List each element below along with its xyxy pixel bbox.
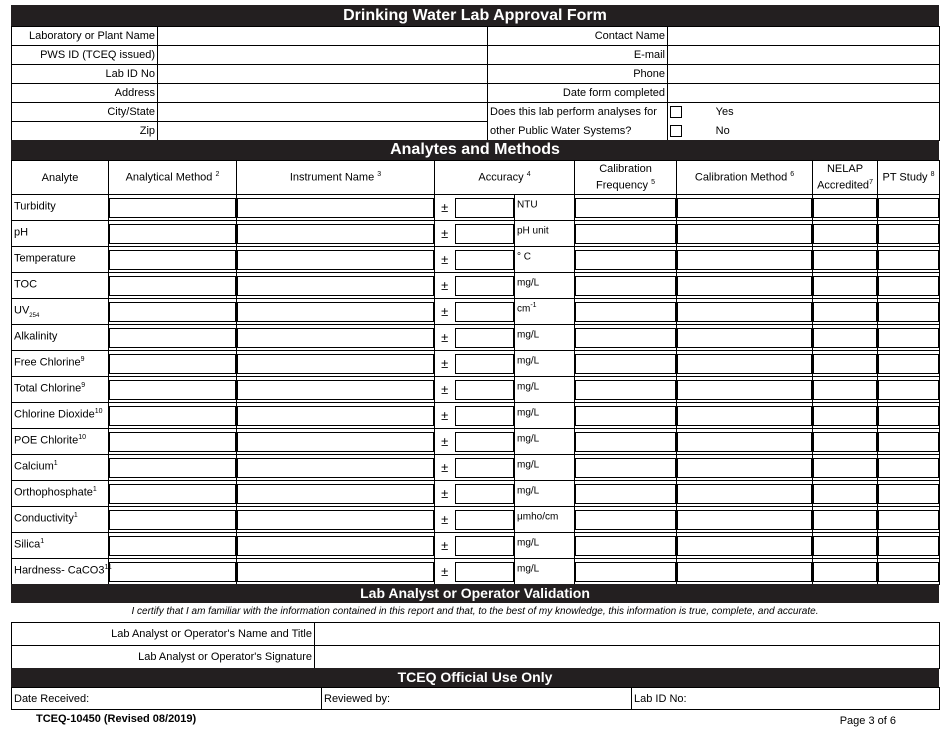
nelap-accredited-field[interactable] [813,351,878,377]
calibration-frequency-field[interactable] [575,559,677,585]
nelap-accredited-field[interactable] [813,273,878,299]
calibration-method-field[interactable] [677,559,813,585]
calibration-method-field[interactable] [677,273,813,299]
analyte-row [12,247,940,273]
instrument-name-field[interactable] [237,429,435,455]
col-nelap-accredited: NELAP Accredited$^7$ [813,161,878,195]
analytical-method-field[interactable] [109,481,237,507]
analytes-section-title: Analytes and Methods [11,140,939,160]
lab-info-row [12,122,940,141]
instrument-name-field[interactable] [237,403,435,429]
pt-study-field[interactable] [878,221,940,247]
plus-minus-symbol: ± [435,247,455,273]
analyte-name: Free Chlorine$^9$ [12,351,109,377]
analytical-method-field[interactable] [109,507,237,533]
lab-info-field[interactable] [158,27,488,46]
analyte-row [12,533,940,559]
calibration-method-field[interactable] [677,351,813,377]
calibration-frequency-field[interactable] [575,195,677,221]
analyte-name: pH [12,221,109,247]
contact-info-field[interactable] [668,84,940,103]
analytical-method-field[interactable] [109,247,237,273]
form-title: Drinking Water Lab Approval Form [11,5,939,26]
analyte-row [12,481,940,507]
accuracy-value-field[interactable] [455,455,515,481]
plus-minus-symbol: ± [435,455,455,481]
calibration-frequency-field[interactable] [575,325,677,351]
analyte-name: $UV_{254}$ [12,299,109,325]
plus-minus-symbol: ± [435,559,455,585]
instrument-name-field[interactable] [237,559,435,585]
analyte-row [12,429,940,455]
calibration-method-field[interactable] [677,325,813,351]
analyte-name: Alkalinity [12,325,109,351]
official-lab-id-field[interactable]: Lab ID No: [632,688,940,710]
analyte-row [12,325,940,351]
analytical-method-field[interactable] [109,403,237,429]
accuracy-value-field[interactable] [455,481,515,507]
nelap-accredited-field[interactable] [813,325,878,351]
accuracy-unit: mg/L [515,455,575,481]
contact-info-label: E-mail [488,46,668,65]
accuracy-value-field[interactable] [455,507,515,533]
plus-minus-symbol: ± [435,195,455,221]
other-pws-question: Does this lab perform analyses for [488,103,668,122]
lab-info-label: Address [12,84,158,103]
calibration-method-field[interactable] [677,481,813,507]
pt-study-field[interactable] [878,299,940,325]
analyst-name-label: Lab Analyst or Operator's Name and Title [12,623,315,646]
contact-info-field[interactable] [668,65,940,84]
analytical-method-field[interactable] [109,325,237,351]
pt-study-field[interactable] [878,507,940,533]
col-pt-study: PT Study $^8$ [878,161,940,195]
analytical-method-field[interactable] [109,351,237,377]
analytical-method-field[interactable] [109,377,237,403]
analyte-name: POE Chlorite$^{10}$ [12,429,109,455]
accuracy-unit: mg/L [515,273,575,299]
analyte-row [12,559,940,585]
analyte-name: TOC [12,273,109,299]
nelap-accredited-field[interactable] [813,195,878,221]
calibration-frequency-field[interactable] [575,455,677,481]
accuracy-value-field[interactable] [455,403,515,429]
instrument-name-field[interactable] [237,533,435,559]
lab-info-label: Zip [12,122,158,141]
plus-minus-symbol: ± [435,377,455,403]
plus-minus-symbol: ± [435,273,455,299]
analyte-name: Chlorine Dioxide$^{10}$ [12,403,109,429]
col-calibration-method: Calibration Method $^6$ [677,161,813,195]
lab-info-row [12,46,940,65]
analyst-name-field[interactable] [315,623,940,646]
calibration-frequency-field[interactable] [575,533,677,559]
analytical-method-field[interactable] [109,221,237,247]
lab-info-label: Lab ID No [12,65,158,84]
accuracy-value-field[interactable] [455,273,515,299]
reviewed-by-field[interactable]: Reviewed by: [322,688,632,710]
analytical-method-field[interactable] [109,559,237,585]
analytical-method-field[interactable] [109,455,237,481]
accuracy-unit: μmho/cm [515,507,575,533]
analytical-method-field[interactable] [109,273,237,299]
contact-info-label: Phone [488,65,668,84]
analyte-name: Hardness- $CaCO3^{11}$ [12,559,109,585]
analyte-name: Orthophosphate$^1$ [12,481,109,507]
plus-minus-symbol: ± [435,533,455,559]
col-instrument-name: Instrument Name $^3$ [237,161,435,195]
accuracy-value-field[interactable] [455,533,515,559]
analytical-method-field[interactable] [109,533,237,559]
certify-statement: I certify that I am familiar with the information contained in this report and that, to the best of my knowledge, this information is true, complete, and accurate. [131,606,819,617]
contact-info-field[interactable] [668,27,940,46]
calibration-method-field[interactable] [677,533,813,559]
pt-study-field[interactable] [878,455,940,481]
plus-minus-symbol: ± [435,325,455,351]
lab-info-row [12,65,940,84]
accuracy-unit: pH unit [515,221,575,247]
lab-info-field[interactable] [158,122,488,141]
calibration-frequency-field[interactable] [575,273,677,299]
pt-study-field[interactable] [878,247,940,273]
calibration-frequency-field[interactable] [575,351,677,377]
analyte-name: Silica$^1$ [12,533,109,559]
instrument-name-field[interactable] [237,377,435,403]
accuracy-unit: $cm^{-1}$ [515,299,575,325]
instrument-name-field[interactable] [237,351,435,377]
analyte-name: Calcium$^1$ [12,455,109,481]
accuracy-value-field[interactable] [455,221,515,247]
accuracy-value-field[interactable] [455,377,515,403]
lab-info-field[interactable] [158,46,488,65]
analyte-row [12,507,940,533]
contact-info-field[interactable] [668,46,940,65]
accuracy-unit: mg/L [515,429,575,455]
accuracy-value-field[interactable] [455,299,515,325]
plus-minus-symbol: ± [435,403,455,429]
analyte-row [12,455,940,481]
analyst-signature-label: Lab Analyst or Operator's Signature [12,646,315,669]
calibration-frequency-field[interactable] [575,221,677,247]
nelap-accredited-field[interactable] [813,299,878,325]
analytical-method-field[interactable] [109,299,237,325]
calibration-frequency-field[interactable] [575,247,677,273]
accuracy-value-field[interactable] [455,195,515,221]
pt-study-field[interactable] [878,195,940,221]
nelap-accredited-field[interactable] [813,507,878,533]
analyte-row [12,351,940,377]
pt-study-field[interactable] [878,429,940,455]
calibration-method-field[interactable] [677,195,813,221]
lab-info-field[interactable] [158,84,488,103]
accuracy-unit: mg/L [515,533,575,559]
validation-table [11,622,940,669]
instrument-name-field[interactable] [237,299,435,325]
instrument-name-field[interactable] [237,247,435,273]
analyte-row [12,221,940,247]
plus-minus-symbol: ± [435,429,455,455]
lab-info-field[interactable] [158,65,488,84]
analyte-row [12,299,940,325]
no-checkbox[interactable] [670,125,682,137]
calibration-method-field[interactable] [677,247,813,273]
nelap-accredited-field[interactable] [813,403,878,429]
analytical-method-field[interactable] [109,429,237,455]
calibration-method-field[interactable] [677,403,813,429]
lab-info-label: Laboratory or Plant Name [12,27,158,46]
lab-info-field[interactable] [158,103,488,122]
accuracy-value-field[interactable] [455,559,515,585]
calibration-frequency-field[interactable] [575,299,677,325]
pt-study-field[interactable] [878,377,940,403]
lab-info-label: PWS ID (TCEQ issued) [12,46,158,65]
no-option[interactable]: No [668,122,940,141]
instrument-name-field[interactable] [237,273,435,299]
analyte-row [12,273,940,299]
other-pws-question-cont: other Public Water Systems? [488,122,668,141]
col-analytical-method: Analytical Method $^2$ [109,161,237,195]
plus-minus-symbol: ± [435,507,455,533]
validation-title: Lab Analyst or Operator Validation [11,584,939,603]
yes-checkbox[interactable] [670,106,682,118]
plus-minus-symbol: ± [435,221,455,247]
plus-minus-symbol: ± [435,299,455,325]
calibration-frequency-field[interactable] [575,403,677,429]
nelap-accredited-field[interactable] [813,455,878,481]
accuracy-unit: ° C [515,247,575,273]
instrument-name-field[interactable] [237,195,435,221]
accuracy-unit: mg/L [515,325,575,351]
analyst-signature-field[interactable] [315,646,940,669]
calibration-method-field[interactable] [677,429,813,455]
calibration-method-field[interactable] [677,221,813,247]
instrument-name-field[interactable] [237,507,435,533]
nelap-accredited-field[interactable] [813,247,878,273]
accuracy-unit: mg/L [515,377,575,403]
analyte-name: Total Chlorine$^9$ [12,377,109,403]
pt-study-field[interactable] [878,351,940,377]
pt-study-field[interactable] [878,273,940,299]
lab-info-label: City/State [12,103,158,122]
analyte-row [12,377,940,403]
contact-info-label: Date form completed [488,84,668,103]
analyte-name: Temperature [12,247,109,273]
accuracy-unit: mg/L [515,351,575,377]
accuracy-value-field[interactable] [455,325,515,351]
analyte-name: Conductivity$^1$ [12,507,109,533]
calibration-frequency-field[interactable] [575,429,677,455]
plus-minus-symbol: ± [435,351,455,377]
nelap-accredited-field[interactable] [813,429,878,455]
official-use-table [11,687,940,710]
calibration-frequency-field[interactable] [575,481,677,507]
calibration-method-field[interactable] [677,377,813,403]
calibration-frequency-field[interactable] [575,507,677,533]
date-received-field[interactable]: Date Received: [12,688,322,710]
col-analyte: Analyte [12,161,109,195]
instrument-name-field[interactable] [237,481,435,507]
nelap-accredited-field[interactable] [813,559,878,585]
lab-info-row [12,84,940,103]
accuracy-value-field[interactable] [455,247,515,273]
lab-info-table [11,26,940,141]
col-calibration-frequency: Calibration Frequency $^5$ [575,161,677,195]
nelap-accredited-field[interactable] [813,377,878,403]
accuracy-value-field[interactable] [455,351,515,377]
nelap-accredited-field[interactable] [813,533,878,559]
analytical-method-field[interactable] [109,195,237,221]
instrument-name-field[interactable] [237,221,435,247]
pt-study-field[interactable] [878,403,940,429]
accuracy-unit: mg/L [515,481,575,507]
form-number: TCEQ-10450 (Revised 08/2019) [36,713,197,725]
yes-option[interactable]: Yes [668,103,940,122]
col-accuracy: Accuracy $^4$ [435,161,575,195]
page-number: Page 3 of 6 [839,715,896,727]
pt-study-field[interactable] [878,559,940,585]
nelap-accredited-field[interactable] [813,481,878,507]
pt-study-field[interactable] [878,481,940,507]
accuracy-unit: NTU [515,195,575,221]
official-use-title: TCEQ Official Use Only [11,668,939,687]
calibration-method-field[interactable] [677,299,813,325]
analyte-name: Turbidity [12,195,109,221]
pt-study-field[interactable] [878,533,940,559]
analytes-header-row [12,161,940,195]
accuracy-unit: mg/L [515,403,575,429]
lab-info-row [12,103,940,122]
calibration-method-field[interactable] [677,455,813,481]
analytes-table [11,160,940,585]
instrument-name-field[interactable] [237,325,435,351]
lab-info-row [12,27,940,46]
analyte-row [12,403,940,429]
instrument-name-field[interactable] [237,455,435,481]
analyte-row [12,195,940,221]
nelap-accredited-field[interactable] [813,221,878,247]
contact-info-label: Contact Name [488,27,668,46]
calibration-method-field[interactable] [677,507,813,533]
calibration-frequency-field[interactable] [575,377,677,403]
accuracy-unit: mg/L [515,559,575,585]
pt-study-field[interactable] [878,325,940,351]
accuracy-value-field[interactable] [455,429,515,455]
plus-minus-symbol: ± [435,481,455,507]
